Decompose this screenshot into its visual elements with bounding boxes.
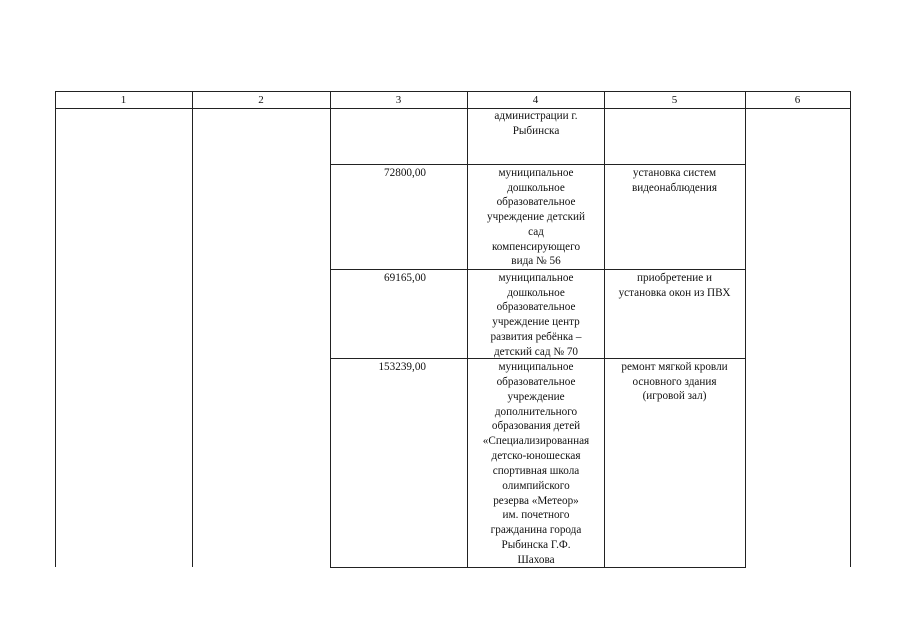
col-border-5-6 xyxy=(745,91,746,568)
row-1-amount: 72800,00 xyxy=(384,167,426,179)
row-3-work: ремонт мягкой кровли основного здания (игровой зал) xyxy=(621,361,728,403)
row-2-organization: муниципальное дошкольное образовательное учреждение центр развития ребёнка – детский сад № 70 xyxy=(490,272,582,358)
continuation-organization-cell: администрации г. Рыбинска xyxy=(494,110,578,137)
row-2-amount: 69165,00 xyxy=(384,272,426,284)
row-divider-1 xyxy=(330,164,745,165)
header-col-5: 5 xyxy=(671,94,678,106)
row-3-amount: 153239,00 xyxy=(378,361,426,373)
row-1-work: установка систем видеонаблюдения xyxy=(631,167,718,194)
header-col-4: 4 xyxy=(532,94,539,106)
header-col-1: 1 xyxy=(120,94,127,106)
header-bottom-border xyxy=(55,108,850,109)
col-border-2-3 xyxy=(330,91,331,568)
header-col-6: 6 xyxy=(794,94,801,106)
col-border-left xyxy=(55,91,56,567)
row-divider-2 xyxy=(330,269,745,270)
header-col-2: 2 xyxy=(258,94,264,106)
row-1-organization: муниципальное дошкольное образовательное учреждение детский сад компенсирующего вида № 56 xyxy=(487,167,585,268)
col-border-1-2 xyxy=(192,91,193,567)
col-border-right xyxy=(850,91,851,567)
header-col-3: 3 xyxy=(395,94,402,106)
row-3-organization: муниципальное образовательное учреждение дополнительного образования детей «Специализированная детско-юношеская спортивная школа олимпийского резерва «Метеор» им. почетного гражданина города Рыбинска Г.Ф. Шахова xyxy=(482,361,590,566)
row-2-work: приобретение и установка окон из ПВХ xyxy=(618,272,731,299)
